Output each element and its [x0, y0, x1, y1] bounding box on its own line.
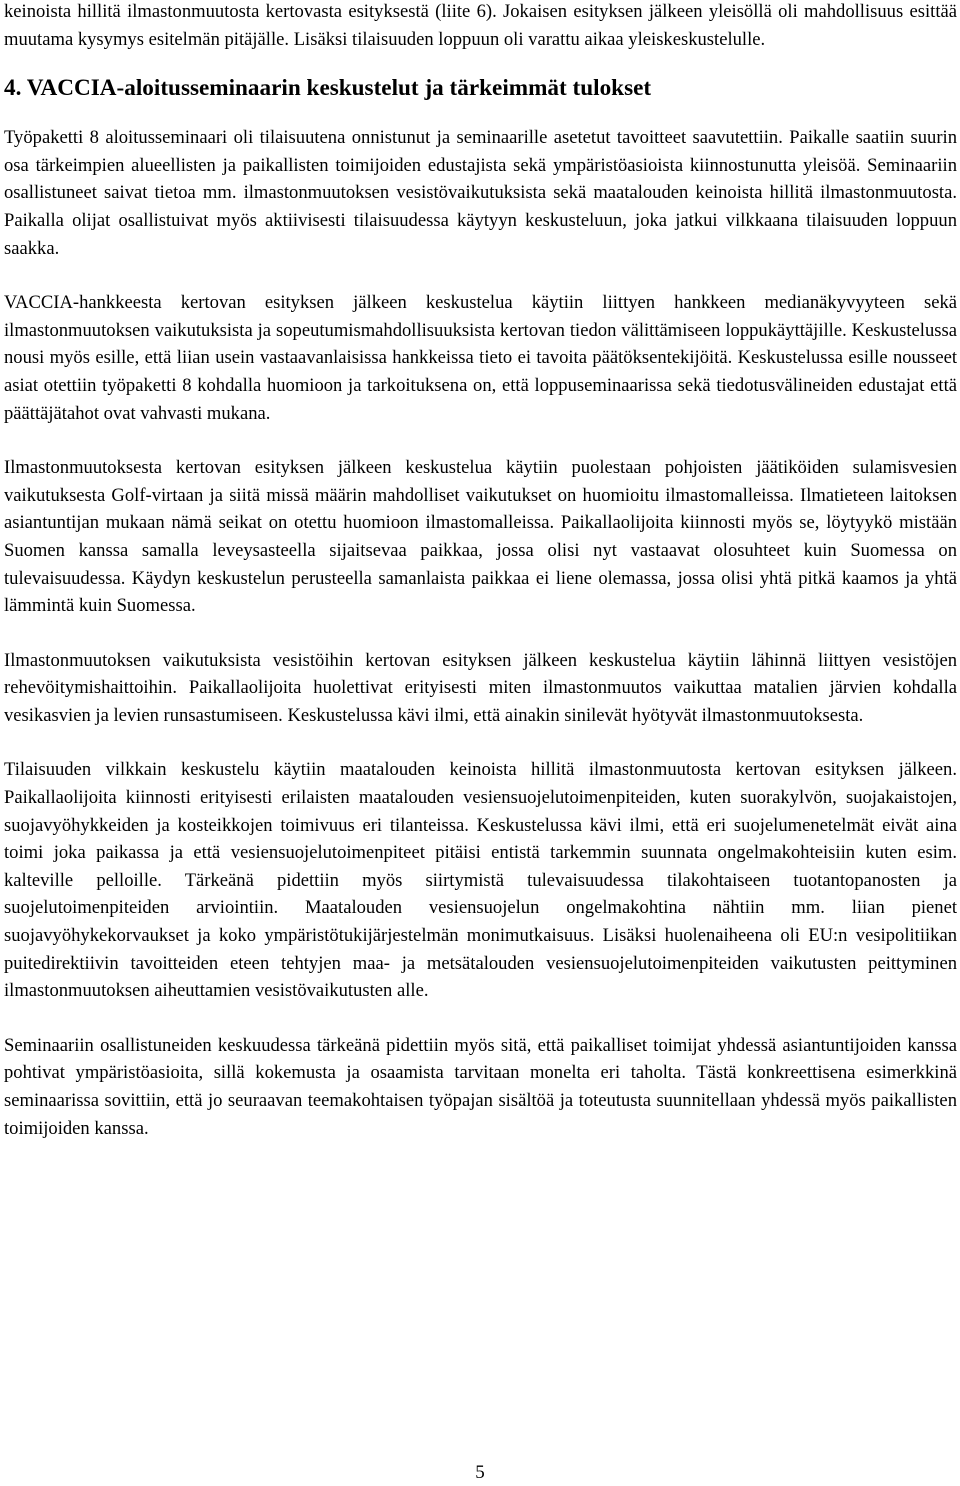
paragraph-vaccia-discussion: VACCIA-hankkeesta kertovan esityksen jälkeen keskustelua käytiin liittyen hankkeen medianäkyvyyteen sekä ilmastonmuutoksen vaikutuksista ja sopeutumismahdollisuuksista kertovan tiedon välittämiseen loppukäyttäjille. Keskustelussa nousi myös esille, että liian usein vastaavanlaisissa hankkeissa tieto ei tavoita päätöksentekijöitä. Keskustelussa esille nousseet asiat otettiin työpaketti 8 kohdalla huomioon ja tarkoituksena on, että loppuseminaarissa sekä tiedotusvälineiden edustajat että päättäjätahot ovat vahvasti mukana.: [4, 292, 957, 424]
paragraph-waters-discussion: Ilmastonmuutoksen vaikutuksista vesistöihin kertovan esityksen jälkeen keskustelua käytiin lähinnä liittyen vesistöjen rehevöitymishaittoihin. Paikallaolijoita huolettivat erityisesti miten ilmastonmuutos vaikuttaa matalien järvien kohdalla vesikasvien ja levien runsastumiseen. Keskustelussa kävi ilmi, että ainakin sinilevät hyötyvät ilmastonmuutoksesta.: [4, 649, 957, 726]
paragraph-cooperation: Seminaariin osallistuneiden keskuudessa tärkeänä pidettiin myös sitä, että paikalliset toimijat yhdessä asiantuntijoiden kanssa pohtivat ympäristöasioita, sillä kokemusta ja osaamista tarvitaan monelta eri taholta. Tästä konkreettisena esimerkkinä seminaarissa sovittiin, että jo seuraavan teemakohtaisen työpajan sisältöä ja toteutusta suunnitellaan yhdessä myös paikallisten toimijoiden kanssa.: [4, 1034, 957, 1139]
paragraph-agriculture-discussion: Tilaisuuden vilkkain keskustelu käytiin maatalouden keinoista hillitä ilmastonmuutosta kertovan esityksen jälkeen. Paikallaolijoita kiinnosti erityisesti erilaisten maatalouden vesiensuojelutoimenpiteiden, kuten suorakylvön, suojakaistojen, suojavyöhykkeiden ja kosteikkojen toimivuus eri tilanteissa. Keskustelussa kävi ilmi, että eri suojelumenetelmät eivät aina toimi joka paikassa ja että vesiensuojelutoimenpiteet pitäisi entistä tarkemmin suunnata ongelmakohteisiin kuten esim. kalteville pelloille. Tärkeänä pidettiin myös siirtymistä tulevaisuudessa tilakohtaiseen tuotantopanosten ja suojelutoimenpiteiden arviointiin. Maatalouden vesiensuojelun ongelmakohtina nähtiin mm. liian pienet suojavyöhykekorvaukset ja koko ympäristötukijärjestelmän monimutkaisuus. Lisäksi huolenaiheena oli EU:n vesipolitiikan puitedirektiivin tavoitteiden eteen tehtyjen maa- ja metsätalouden vesiensuojelutoimenpiteiden vaikutusten peittyminen ilmastonmuutoksen aiheuttamien vesistövaikutusten alle.: [4, 759, 957, 1002]
intro-paragraph: keinoista hillitä ilmastonmuutosta kertovasta esityksestä (liite 6). Jokaisen esityksen jälkeen yleisöllä oli mahdollisuus esittää muutama kysymys esitelmän pitäjälle. Lisäksi tilaisuuden loppuun oli varattu aikaa yleiskeskustelulle.: [4, 1, 957, 50]
page-number: 5: [475, 1462, 485, 1483]
paragraph-summary: Työpaketti 8 aloitusseminaari oli tilaisuutena onnistunut ja seminaarille asetetut tavoitteet saavutettiin. Paikalle saatiin suurin osa tärkeimpien alueellisten ja paikallisten toimijoiden edustajista sekä ympäristöasioista kiinnostunutta yleisöä. Seminaariin osallistuneet saivat tietoa mm. ilmastonmuutoksen vesistövaikutuksista sekä maatalouden keinoista hillitä ilmastonmuutosta. Paikalla olijat osallistuivat myös aktiivisesti tilaisuudessa käytyyn keskusteluun, joka jatkui vilkkaana tilaisuuden loppuun saakka.: [4, 127, 957, 259]
section-heading: 4. VACCIA-aloitusseminaarin keskustelut ja tärkeimmät tulokset: [4, 75, 652, 102]
paragraph-climate-discussion: Ilmastonmuutoksesta kertovan esityksen jälkeen keskustelua käytiin puolestaan pohjoisten jäätiköiden sulamisvesien vaikutuksesta Golf-virtaan ja siitä missä määrin mahdolliset vaikutukset on huomioitu ilmastomalleissa. Ilmatieteen laitoksen asiantuntijan mukaan nämä seikat on otettu huomioon ilmastomalleissa. Paikallaolijoita kiinnosti myös se, löytyykö mistään Suomen kanssa samalla leveysasteella sijaitsevaa paikkaa, jossa olisi nyt vastaavat olosuhteet kuin Suomessa on tulevaisuudessa. Käydyn keskustelun perusteella samanlaista paikkaa ei liene olemassa, jossa olisi yhtä pitkä kaamos ja yhtä lämmintä kuin Suomessa.: [4, 457, 957, 617]
document-page: [4, 0, 957, 1142]
